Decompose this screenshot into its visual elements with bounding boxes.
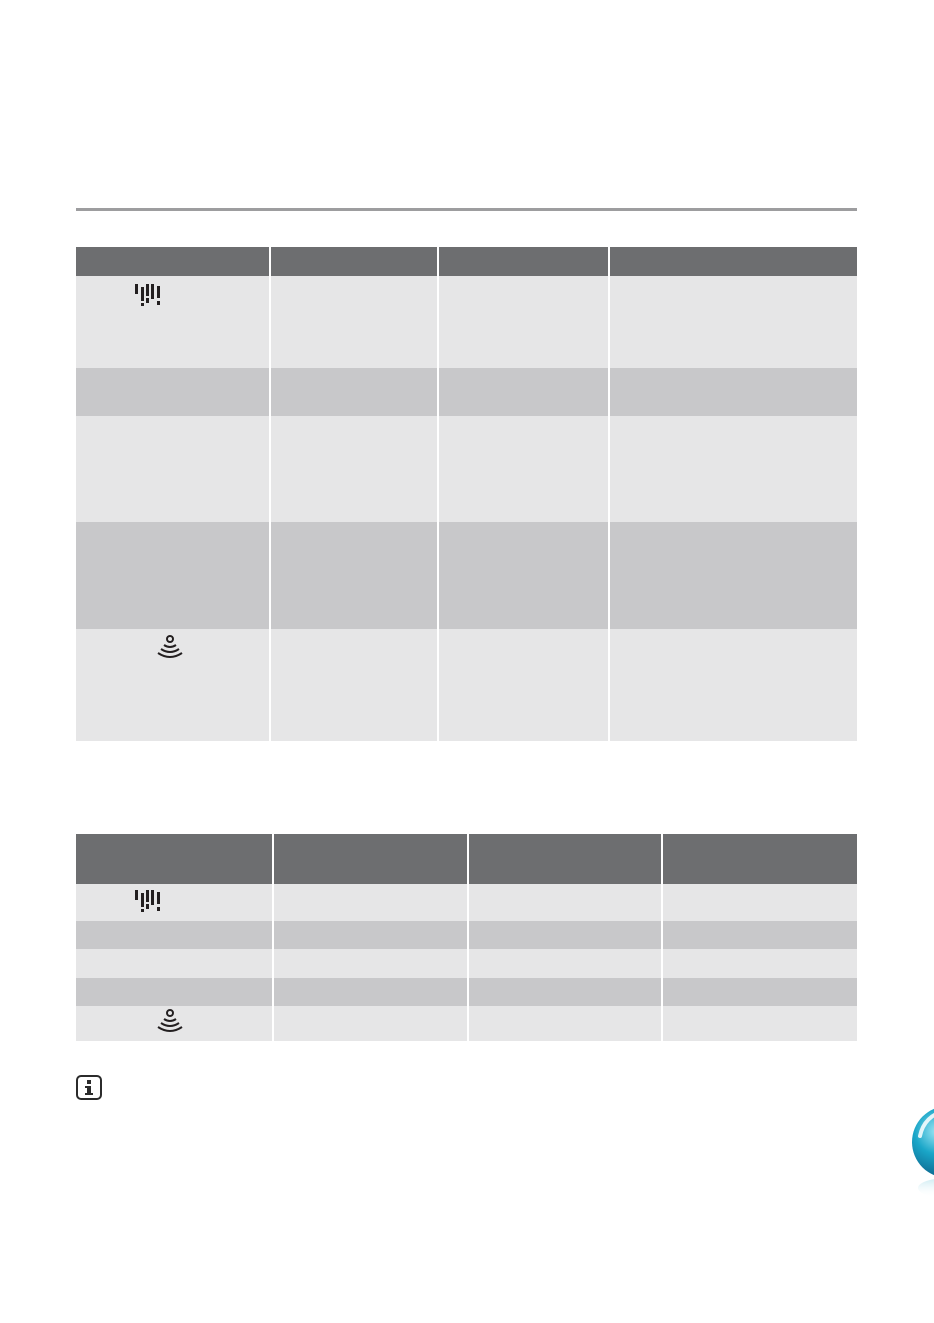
- table-cell: [269, 522, 437, 629]
- header-cell: [467, 834, 661, 884]
- table-cell: [269, 416, 437, 522]
- table-cell: [272, 884, 467, 921]
- table-cell: [437, 416, 608, 522]
- table-cell: [467, 884, 661, 921]
- table-row: [76, 522, 857, 629]
- table-row: [76, 368, 857, 416]
- table-cell: [608, 368, 857, 416]
- settings-table: [76, 247, 857, 741]
- header-cell: [269, 247, 437, 276]
- header-cell: [76, 247, 269, 276]
- summary-table-header: [76, 834, 857, 884]
- table-cell: [76, 416, 269, 522]
- table-cell: [76, 921, 272, 949]
- table-row: [76, 949, 857, 978]
- table-row: [76, 416, 857, 522]
- header-cell: [76, 834, 272, 884]
- table-cell: [437, 629, 608, 741]
- table-row: [76, 629, 857, 741]
- table-cell: [661, 884, 857, 921]
- table-cell: [76, 276, 269, 368]
- table-row: [76, 921, 857, 949]
- table-cell: [76, 629, 269, 741]
- table-cell: [269, 368, 437, 416]
- table-cell: [467, 978, 661, 1006]
- water-hardness-bars-icon: [134, 282, 164, 311]
- section-divider-rule: [76, 208, 857, 211]
- table-cell: [437, 368, 608, 416]
- table-cell: [437, 276, 608, 368]
- table-cell: [76, 1006, 272, 1041]
- header-cell: [661, 834, 857, 884]
- table-cell: [272, 949, 467, 978]
- table-cell: [661, 978, 857, 1006]
- table-cell: [608, 522, 857, 629]
- table-cell: [467, 1006, 661, 1041]
- acoustic-signal-icon: [155, 634, 185, 665]
- info-icon: [76, 1075, 102, 1100]
- table-cell: [661, 921, 857, 949]
- table-cell: [467, 921, 661, 949]
- table-cell: [608, 629, 857, 741]
- table-cell: [76, 522, 269, 629]
- table-cell: [269, 629, 437, 741]
- table-cell: [661, 1006, 857, 1041]
- table-cell: [76, 884, 272, 921]
- table-row: [76, 884, 857, 921]
- table-row: [76, 276, 857, 368]
- table-cell: [608, 276, 857, 368]
- table-cell: [76, 949, 272, 978]
- header-cell: [272, 834, 467, 884]
- table-row: [76, 1006, 857, 1041]
- table-cell: [608, 416, 857, 522]
- table-cell: [437, 522, 608, 629]
- table-row: [76, 978, 857, 1006]
- water-hardness-bars-icon: [134, 888, 164, 917]
- blue-sphere-tab: [906, 1100, 934, 1200]
- settings-table-header: [76, 247, 857, 276]
- table-cell: [272, 1006, 467, 1041]
- table-cell: [272, 978, 467, 1006]
- table-cell: [76, 978, 272, 1006]
- header-cell: [608, 247, 857, 276]
- table-cell: [661, 949, 857, 978]
- table-cell: [467, 949, 661, 978]
- table-cell: [272, 921, 467, 949]
- table-cell: [269, 276, 437, 368]
- summary-table: [76, 834, 857, 1041]
- header-cell: [437, 247, 608, 276]
- table-cell: [76, 368, 269, 416]
- acoustic-signal-icon: [155, 1008, 185, 1039]
